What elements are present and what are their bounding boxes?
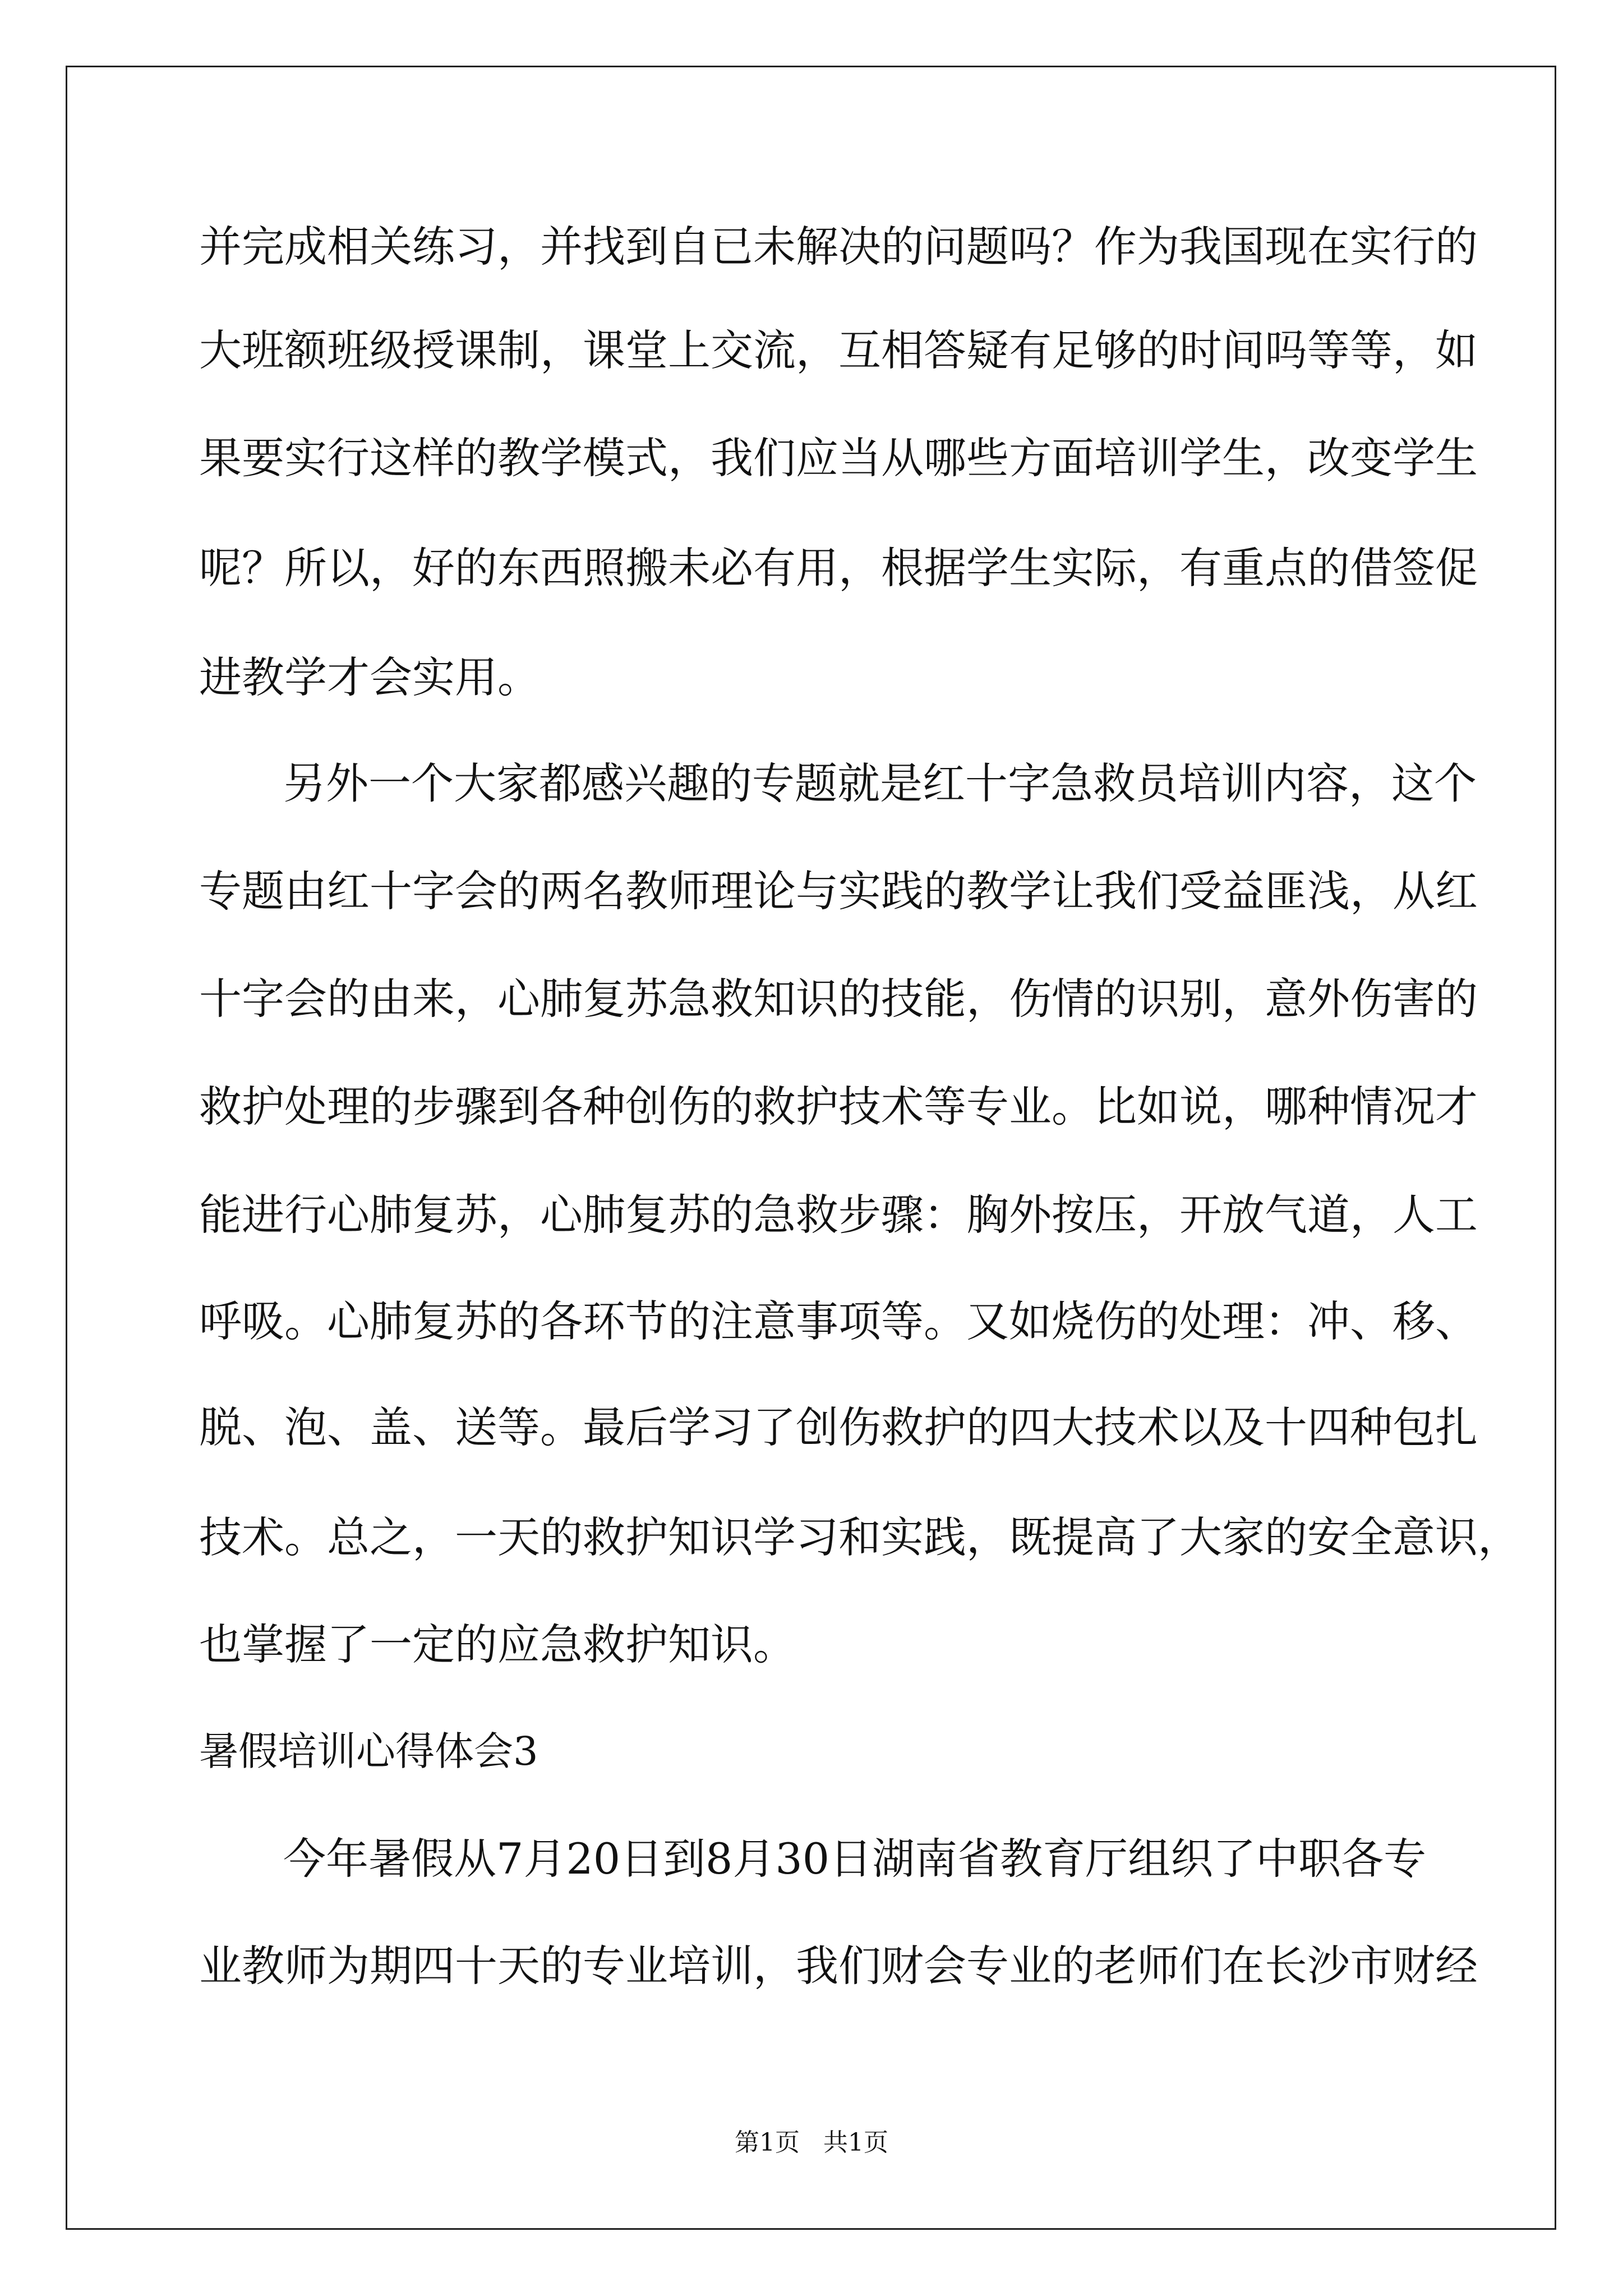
section-heading: 暑假培训心得体会3 xyxy=(199,1728,538,1774)
page-border xyxy=(66,66,1556,2230)
paragraph-2-line-4: 救护处理的步骤到各种创伤的救护技术等专业。比如说，哪种情况才 xyxy=(199,1082,1478,1131)
paragraph-3-line-2: 业教师为期四十天的专业培训，我们财会专业的老师们在长沙市财经 xyxy=(199,1941,1478,1991)
paragraph-2-line-6: 呼吸。心肺复苏的各环节的注意事项等。又如烧伤的处理：冲、移、 xyxy=(199,1296,1478,1346)
paragraph-1-line-1: 并完成相关练习，并找到自已未解决的问题吗？作为我国现在实行的 xyxy=(199,222,1478,272)
paragraph-2-line-2: 专题由红十字会的两名教师理论与实践的教学让我们受益匪浅，从红 xyxy=(199,866,1478,916)
paragraph-2-line-1: 另外一个大家都感兴趣的专题就是红十字急救员培训内容，这个 xyxy=(283,758,1477,808)
paragraph-2-line-5: 能进行心肺复苏，心肺复苏的急救步骤：胸外按压，开放气道，人工 xyxy=(199,1190,1478,1240)
paragraph-1-line-2: 大班额班级授课制，课堂上交流，互相答疑有足够的时间吗等等，如 xyxy=(199,325,1478,375)
paragraph-1-line-3: 果要实行这样的教学模式，我们应当从哪些方面培训学生，改变学生 xyxy=(199,433,1478,483)
paragraph-3-line-1: 今年暑假从7月20日到8月30日湖南省教育厅组织了中职各专 xyxy=(283,1834,1427,1884)
paragraph-2-line-3: 十字会的由来，心肺复苏急救知识的技能，伤情的识别，意外伤害的 xyxy=(199,974,1478,1024)
paragraph-2-line-7: 脱、泡、盖、送等。最后学习了创伤救护的四大技术以及十四种包扎 xyxy=(199,1402,1478,1452)
paragraph-1-line-4: 呢？所以，好的东西照搬未必有用，根据学生实际，有重点的借签促 xyxy=(199,543,1478,593)
page-footer: 第1页 共1页 xyxy=(735,2128,888,2157)
paragraph-1-line-5: 进教学才会实用。 xyxy=(199,652,540,702)
paragraph-2-line-8: 技术。总之，一天的救护知识学习和实践，既提高了大家的安全意识， xyxy=(199,1512,1520,1562)
paragraph-2-line-9: 也掌握了一定的应急救护知识。 xyxy=(199,1619,796,1669)
